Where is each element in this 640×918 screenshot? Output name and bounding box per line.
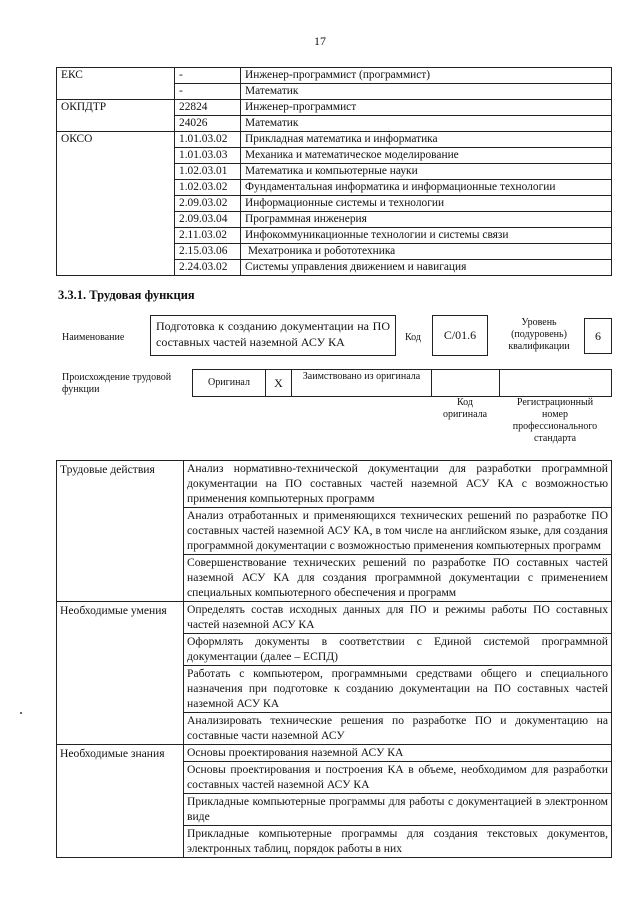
section-heading-cell: Необходимые знания — [57, 745, 184, 858]
code-cell: 2.09.03.04 — [175, 212, 241, 228]
name-cell: Фундаментальная информатика и информационные технологии — [241, 180, 612, 196]
duty-item-cell: Определять состав исходных данных для ПО и режимы работы ПО составных частей наземной АСУ КА — [184, 602, 612, 634]
name-cell: Математик — [241, 116, 612, 132]
table-row — [57, 745, 612, 762]
original-label-box: Оригинал — [192, 369, 266, 397]
code-caption: Код оригинала — [442, 397, 488, 420]
name-cell: Инженер-программист — [241, 100, 612, 116]
name-cell: Прикладная математика и информатика — [241, 132, 612, 148]
code-cell: 22824 — [175, 100, 241, 116]
name-cell: Математика и компьютерные науки — [241, 164, 612, 180]
section-heading-cell: Трудовые действия — [57, 461, 184, 602]
table-row — [57, 461, 612, 508]
code-cell: 1.01.03.02 — [175, 132, 241, 148]
function-code-box: C/01.6 — [432, 315, 488, 356]
origin-label: Происхождение трудовой функции — [62, 372, 172, 395]
scan-dot — [20, 712, 22, 714]
name-cell: Математик — [241, 84, 612, 100]
level-label: Уровень (подуровень) квалификации — [508, 317, 570, 352]
code-cell: 2.24.03.02 — [175, 260, 241, 276]
function-name-box: Подготовка к созданию документации на ПО составных частей наземной АСУ КА — [150, 315, 396, 356]
table-row — [57, 100, 612, 116]
borrowed-label-box: Заимствовано из оригинала — [291, 369, 432, 397]
duties-table — [56, 460, 612, 858]
name-cell: Информационные системы и технологии — [241, 196, 612, 212]
code-cell: 2.15.03.06 — [175, 244, 241, 260]
duty-item-cell: Оформлять документы в соответствии с Единой системой программной документации (далее – ЕСПД) — [184, 634, 612, 666]
group-cell: ОКПДТР — [57, 100, 175, 132]
section-heading-cell: Необходимые умения — [57, 602, 184, 745]
group-cell: ОКСО — [57, 132, 175, 276]
duty-item-cell: Основы проектирования наземной АСУ КА — [184, 745, 612, 762]
table-row — [57, 132, 612, 148]
name-label: Наименование — [62, 332, 125, 343]
duty-item-cell: Анализировать технические решения по разработке ПО и документацию на составные части наземной АСУ — [184, 713, 612, 745]
code-cell: 1.02.03.01 — [175, 164, 241, 180]
duty-item-cell: Анализ отработанных и применяющихся технических решений по разработке ПО составных частей наземной АСУ КА, в том числе на английском языке, для создания программной документации с возможностью применения компьютерных программ — [184, 508, 612, 555]
duty-item-cell: Прикладные компьютерные программы для работы с документацией в электронном виде — [184, 794, 612, 826]
code-cell: 24026 — [175, 116, 241, 132]
reg-number-box — [499, 369, 612, 397]
duty-item-cell: Анализ нормативно-технической документации для разработки программной документации на ПО составных частей наземной АСУ КА с возможностью применения компьютерных программ — [184, 461, 612, 508]
level-value-box: 6 — [584, 318, 612, 354]
code-cell: - — [175, 84, 241, 100]
code-cell: 1.02.03.02 — [175, 180, 241, 196]
code-label: Код — [405, 332, 421, 343]
table-row — [57, 68, 612, 84]
page-number: 17 — [314, 34, 326, 48]
reg-caption: Регистрационный номер профессионального стандарта — [512, 397, 598, 444]
code-cell: - — [175, 68, 241, 84]
duty-item-cell: Совершенствование технических решений по разработке ПО составных частей наземной АСУ КА для создания программной документации с применением специальных компьютерного обеспечения и программ — [184, 555, 612, 602]
duty-item-cell: Работать с компьютером, программными средствами общего и специального назначения при подготовке к созданию документации на ПО составных частей наземной АСУ КА — [184, 666, 612, 713]
group-cell: ЕКС — [57, 68, 175, 100]
table-row — [57, 602, 612, 634]
original-mark-box: X — [265, 369, 292, 397]
qualification-codes-table — [56, 67, 612, 276]
code-cell: 2.09.03.02 — [175, 196, 241, 212]
name-cell: Мехатроника и робототехника — [241, 244, 612, 260]
duty-item-cell: Основы проектирования и построения КА в объеме, необходимом для разработки составных частей наземной АСУ КА — [184, 762, 612, 794]
original-code-box — [431, 369, 500, 397]
name-cell: Инфокоммуникационные технологии и системы связи — [241, 228, 612, 244]
name-cell: Программная инженерия — [241, 212, 612, 228]
duty-item-cell: Прикладные компьютерные программы для создания текстовых документов, электронных таблиц, порядок работы в них — [184, 826, 612, 858]
section-title: 3.3.1. Трудовая функция — [58, 288, 195, 302]
code-cell: 2.11.03.02 — [175, 228, 241, 244]
name-cell: Системы управления движением и навигация — [241, 260, 612, 276]
name-cell: Инженер-программист (программист) — [241, 68, 612, 84]
code-cell: 1.01.03.03 — [175, 148, 241, 164]
name-cell: Механика и математическое моделирование — [241, 148, 612, 164]
